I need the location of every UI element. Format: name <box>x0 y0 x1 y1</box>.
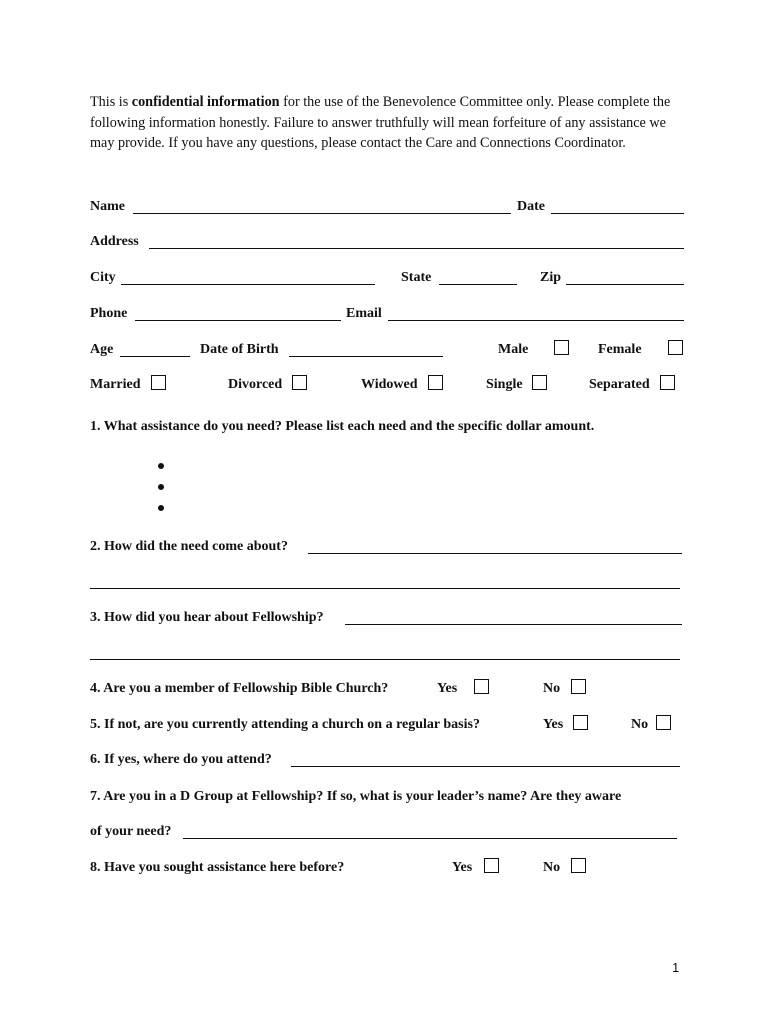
city-label: City <box>90 270 116 285</box>
question-6-field[interactable] <box>291 766 680 767</box>
phone-label: Phone <box>90 306 128 321</box>
question-4-yes-checkbox[interactable] <box>474 679 489 694</box>
question-4-row <box>90 680 685 702</box>
email-label: Email <box>346 306 382 321</box>
question-1-label: 1. What assistance do you need? Please list each need and the specific dollar amount. <box>90 419 595 434</box>
single-checkbox[interactable] <box>532 375 547 390</box>
widowed-label: Widowed <box>361 377 418 392</box>
city-state-zip-row <box>90 269 685 291</box>
question-8-no-checkbox[interactable] <box>571 858 586 873</box>
separated-checkbox[interactable] <box>660 375 675 390</box>
married-label: Married <box>90 377 141 392</box>
email-field[interactable] <box>388 320 684 321</box>
dob-label: Date of Birth <box>200 342 279 357</box>
question-5-row <box>90 716 685 738</box>
question-1-row <box>90 418 685 440</box>
phone-email-row <box>90 305 685 327</box>
question-4-no-checkbox[interactable] <box>571 679 586 694</box>
age-dob-gender-row <box>90 341 685 363</box>
name-field[interactable] <box>133 213 511 214</box>
question-6-row <box>90 751 685 773</box>
intro-text-end: for the use of the Benevolence Committee only. Please complete the following information honestly. Failure to answer truthfully will mean forfeiture of any assistance we may provide. If you have any questions, please contact the Care and Connections Coordinator. <box>90 94 671 151</box>
question-2-label: 2. How did the need come about? <box>90 539 288 554</box>
bullet-3 <box>158 505 164 511</box>
state-field[interactable] <box>439 284 517 285</box>
date-label: Date <box>517 199 545 214</box>
question-5-yes-label: Yes <box>543 717 564 732</box>
question-5-no-checkbox[interactable] <box>656 715 671 730</box>
question-8-label: 8. Have you sought assistance here before? <box>90 860 345 875</box>
question-3-extra-line[interactable] <box>90 659 680 660</box>
question-8-row <box>90 859 685 881</box>
divorced-checkbox[interactable] <box>292 375 307 390</box>
zip-label: Zip <box>540 270 562 285</box>
question-8-yes-label: Yes <box>452 860 473 875</box>
address-row <box>90 233 685 255</box>
question-3-label: 3. How did you hear about Fellowship? <box>90 610 324 625</box>
question-7-continued-label: of your need? <box>90 824 172 839</box>
bullet-1 <box>158 463 164 469</box>
question-7-continued-row <box>90 823 685 845</box>
separated-label: Separated <box>589 377 650 392</box>
question-3-row <box>90 609 685 631</box>
question-7-row <box>90 788 685 810</box>
question-6-label: 6. If yes, where do you attend? <box>90 752 272 767</box>
bullet-2 <box>158 484 164 490</box>
date-field[interactable] <box>551 213 684 214</box>
address-field[interactable] <box>149 248 684 249</box>
single-label: Single <box>486 377 523 392</box>
divorced-label: Divorced <box>228 377 283 392</box>
question-7-label: 7. Are you in a D Group at Fellowship? If so, what is your leader’s name? Are they aware <box>90 789 622 804</box>
question-4-yes-label: Yes <box>437 681 458 696</box>
marital-status-row <box>90 376 685 398</box>
intro-paragraph <box>90 92 690 154</box>
name-date-row <box>90 198 685 220</box>
question-2-field[interactable] <box>308 553 682 554</box>
male-checkbox[interactable] <box>554 340 569 355</box>
city-field[interactable] <box>121 284 375 285</box>
dob-field[interactable] <box>289 356 443 357</box>
married-checkbox[interactable] <box>151 375 166 390</box>
question-2-extra-line[interactable] <box>90 588 680 589</box>
question-4-no-label: No <box>543 681 561 696</box>
age-label: Age <box>90 342 114 357</box>
question-5-no-label: No <box>631 717 649 732</box>
question-8-yes-checkbox[interactable] <box>484 858 499 873</box>
name-label: Name <box>90 199 125 214</box>
state-label: State <box>401 270 432 285</box>
question-7-field[interactable] <box>183 838 677 839</box>
question-5-yes-checkbox[interactable] <box>573 715 588 730</box>
age-field[interactable] <box>120 356 190 357</box>
phone-field[interactable] <box>135 320 341 321</box>
female-label: Female <box>598 342 642 357</box>
question-8-no-label: No <box>543 860 561 875</box>
intro-bold-text: confidential information <box>131 94 280 110</box>
male-label: Male <box>498 342 529 357</box>
question-3-field[interactable] <box>345 624 682 625</box>
question-2-row <box>90 538 685 560</box>
address-label: Address <box>90 234 139 249</box>
question-5-label: 5. If not, are you currently attending a church on a regular basis? <box>90 717 480 732</box>
page-number: 1 <box>672 960 680 975</box>
female-checkbox[interactable] <box>668 340 683 355</box>
intro-text-start: This is <box>90 94 132 110</box>
question-4-label: 4. Are you a member of Fellowship Bible Church? <box>90 681 389 696</box>
widowed-checkbox[interactable] <box>428 375 443 390</box>
zip-field[interactable] <box>566 284 684 285</box>
